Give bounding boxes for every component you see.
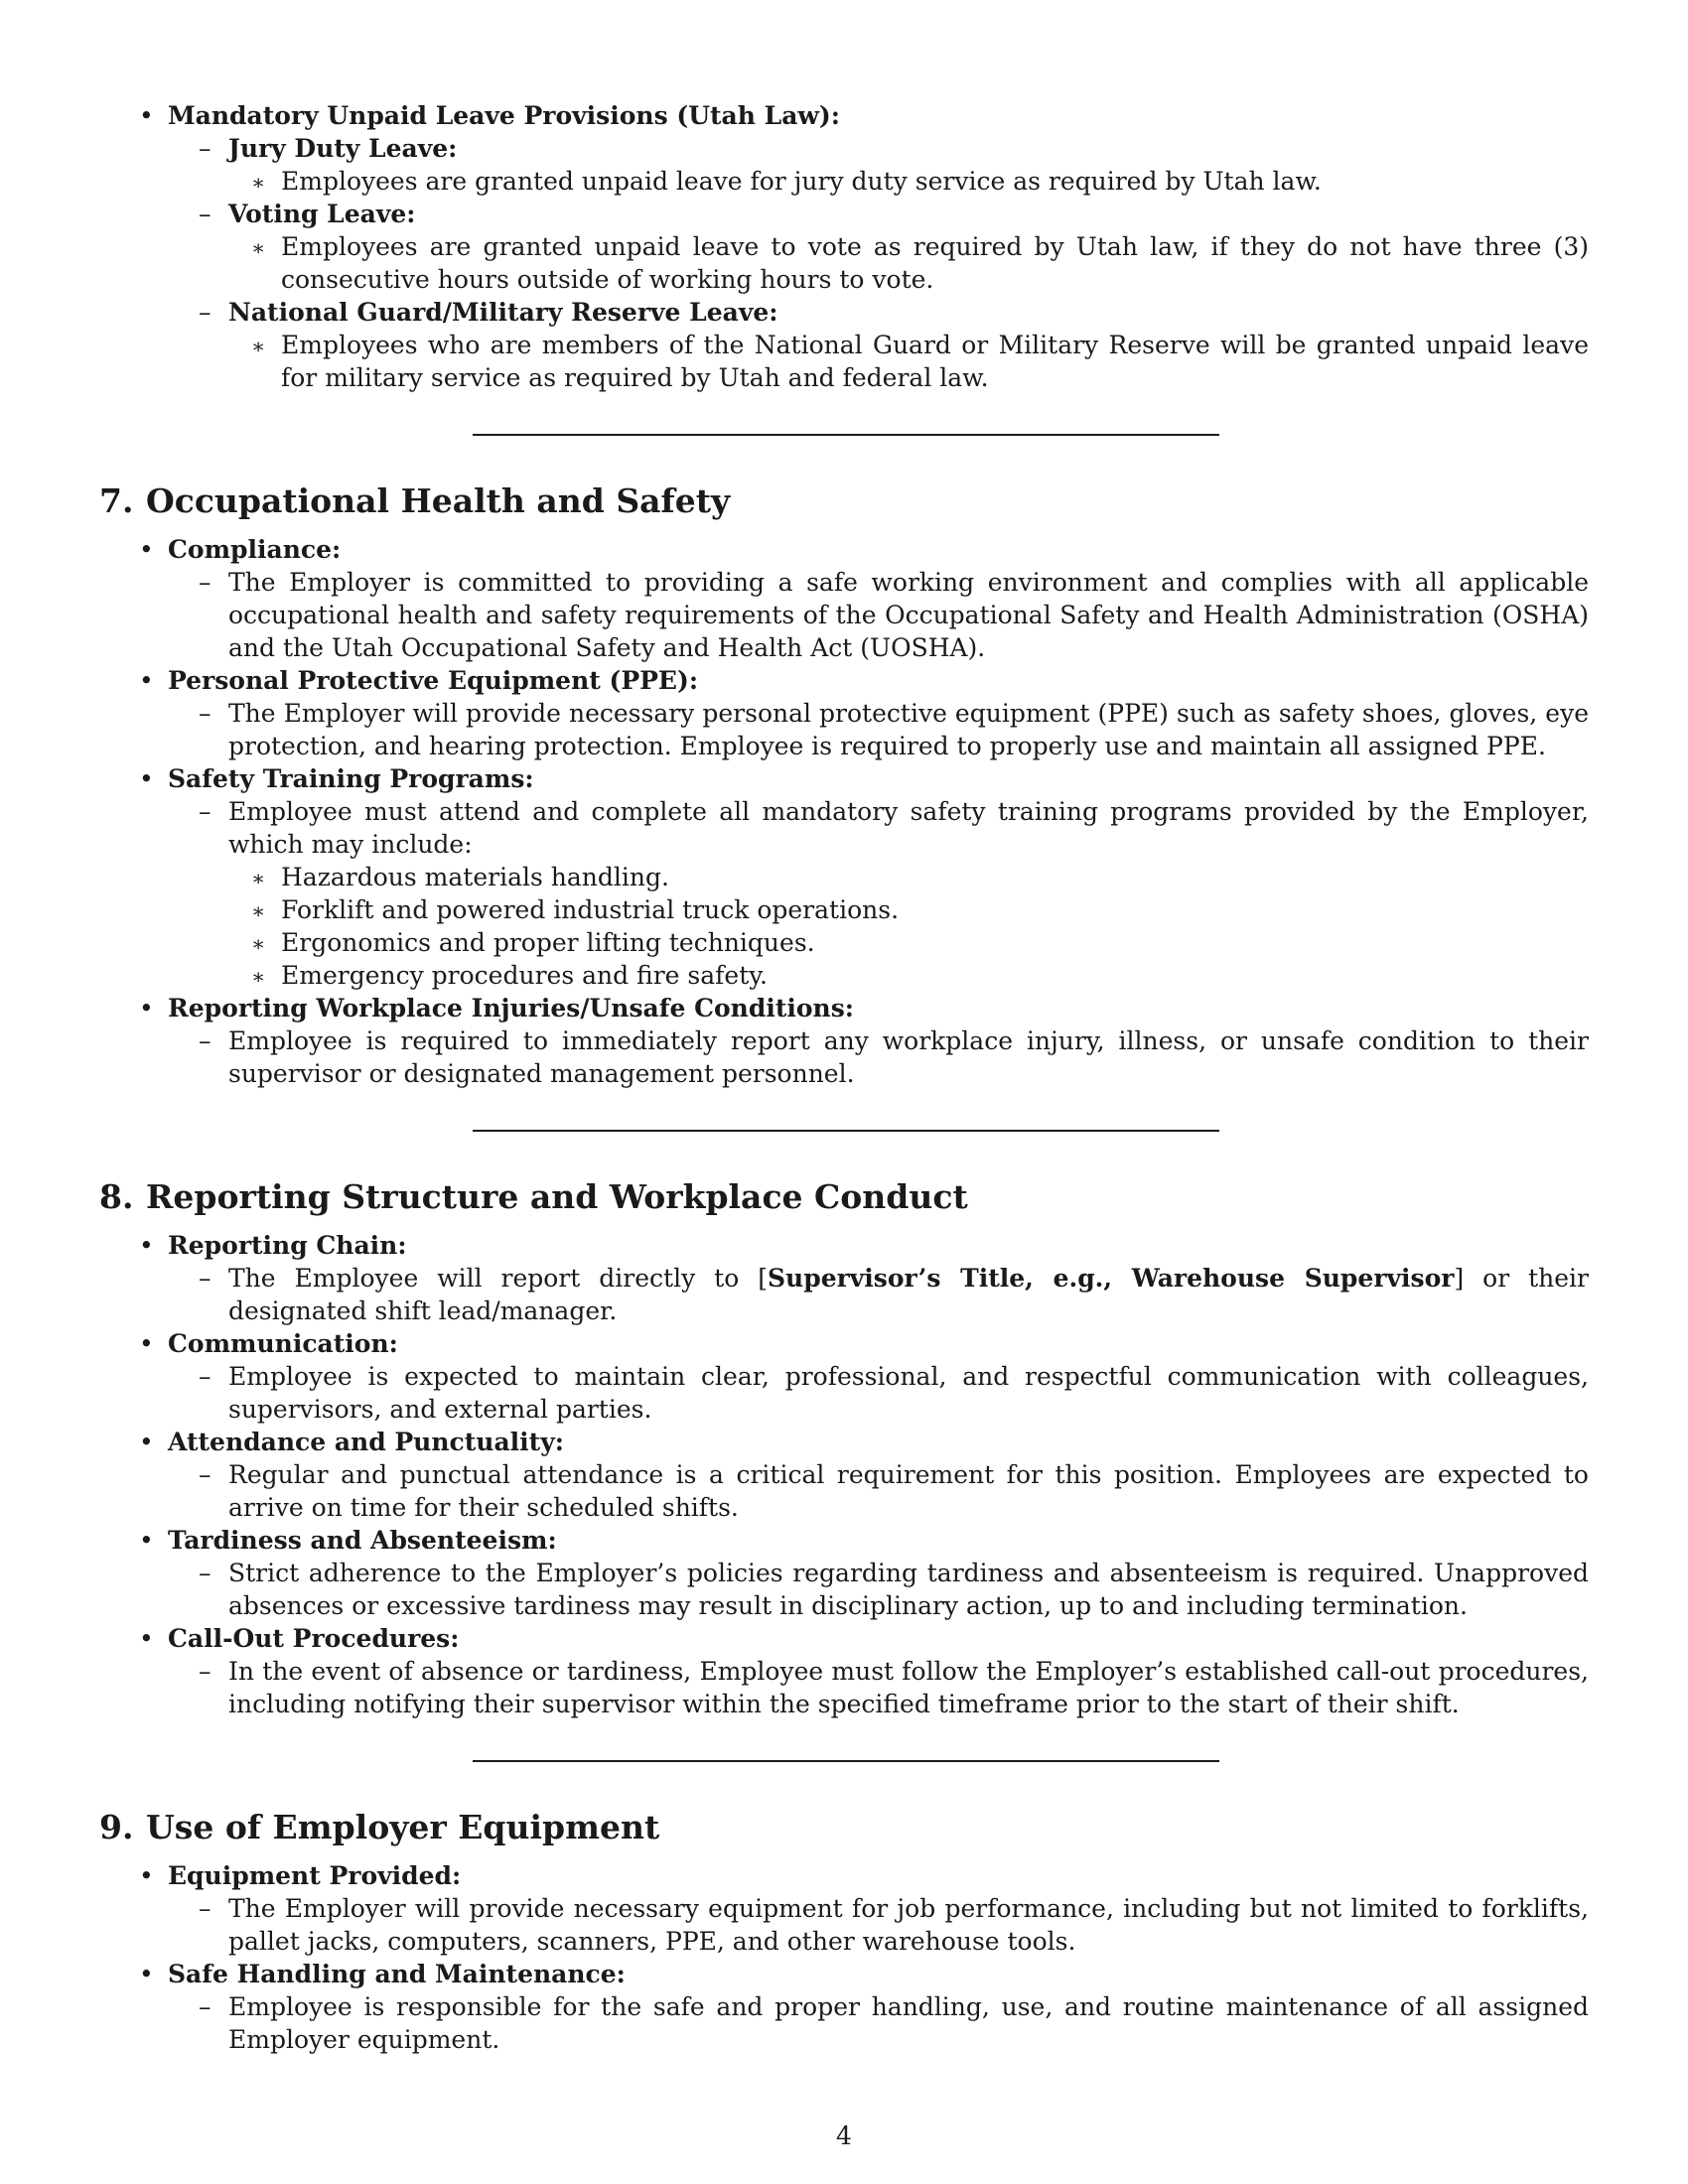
section-8-title — [99, 1177, 1589, 1217]
dash-marker: – — [199, 298, 211, 327]
subitem-jury-duty — [99, 132, 1589, 165]
bullet-marker: • — [139, 1960, 154, 1988]
subitem-text: Employee is expected to maintain clear, professional, and respectful communication with colleagues, supervisors, and external parties. — [228, 1362, 1589, 1424]
bullet-marker: • — [139, 1861, 154, 1890]
bullet-title: Personal Protective Equipment (PPE): — [168, 666, 699, 695]
bullet-title: Safety Training Programs: — [168, 764, 534, 793]
dash-marker: – — [199, 1264, 211, 1293]
section-heading: Occupational Health and Safety — [146, 481, 731, 520]
section-9-title — [99, 1808, 1589, 1847]
bullet-title: Reporting Workplace Injuries/Unsafe Conditions: — [168, 994, 855, 1023]
detail-text: Employees are granted unpaid leave for jury duty service as required by Utah law. — [281, 167, 1322, 196]
dash-marker: – — [199, 1026, 211, 1055]
training-item — [99, 959, 1589, 992]
detail-text: Employees are granted unpaid leave to vote as required by Utah law, if they do not have three (3) consecutive hours outside of working hours to vote. — [281, 232, 1589, 294]
section-number: 9. — [99, 1808, 134, 1846]
dash-marker: – — [199, 699, 211, 728]
bullet-communication — [99, 1327, 1589, 1360]
star-marker: ∗ — [251, 965, 266, 989]
subitem-text: The Employer will provide necessary personal protective equipment (PPE) such as safety shoes, gloves, eye protection, and hearing protection. Employee is required to properly use and maintain all assigned PPE. — [228, 699, 1589, 760]
subitem-text-after: ] or their designated shift lead/manager. — [228, 1264, 1589, 1325]
bullet-title: Attendance and Punctuality: — [168, 1428, 564, 1456]
section-number: 7. — [99, 481, 134, 520]
dash-marker: – — [199, 797, 211, 826]
bullet-marker: • — [139, 535, 154, 564]
star-marker: ∗ — [251, 236, 266, 260]
subitem-equipment-provided — [99, 1892, 1589, 1958]
subitem-tardiness — [99, 1557, 1589, 1622]
subitem-callout — [99, 1655, 1589, 1720]
subitem-military — [99, 296, 1589, 329]
training-item-text: Ergonomics and proper lifting techniques. — [281, 928, 815, 957]
star-marker: ∗ — [251, 932, 266, 956]
supervisor-title-placeholder: Supervisor’s Title, e.g., Warehouse Supervisor — [767, 1264, 1455, 1293]
subitem-text: Employee is required to immediately report any workplace injury, illness, or unsafe condition to their supervisor or designated management personnel. — [228, 1026, 1589, 1088]
bullet-marker: • — [139, 1329, 154, 1358]
bullet-title: Safe Handling and Maintenance: — [168, 1960, 626, 1988]
dash-marker: – — [199, 1894, 211, 1923]
section-divider — [473, 434, 1219, 436]
subitem-reporting-injuries — [99, 1024, 1589, 1090]
bullet-compliance — [99, 533, 1589, 566]
page-number: 4 — [836, 2121, 852, 2150]
subitem-title: National Guard/Military Reserve Leave: — [228, 298, 778, 327]
subitem-title: Voting Leave: — [228, 200, 416, 228]
detail-jury-duty — [99, 165, 1589, 198]
bullet-marker: • — [139, 1624, 154, 1653]
dash-marker: – — [199, 134, 211, 163]
bullet-reporting-injuries — [99, 992, 1589, 1024]
bullet-marker: • — [139, 1526, 154, 1555]
bullet-marker: • — [139, 764, 154, 793]
subitem-ppe — [99, 697, 1589, 762]
bullet-safe-handling — [99, 1958, 1589, 1990]
bullet-marker: • — [139, 1428, 154, 1456]
bullet-callout — [99, 1622, 1589, 1655]
star-marker: ∗ — [251, 335, 266, 358]
dash-marker: – — [199, 1460, 211, 1489]
subitem-text: The Employer is committed to providing a safe working environment and complies with all applicable occupational health and safety requirements of the Occupational Safety and Health Administration (OSHA) and the Utah Occupational Safety and Health Act (UOSHA). — [228, 568, 1589, 662]
bullet-marker: • — [139, 101, 154, 130]
detail-voting — [99, 230, 1589, 296]
subitem-text: The Employer will provide necessary equipment for job performance, including but not limited to forklifts, pallet jacks, computers, scanners, PPE, and other warehouse tools. — [228, 1894, 1589, 1956]
bullet-title: Tardiness and Absenteeism: — [168, 1526, 557, 1555]
section-number: 8. — [99, 1177, 134, 1216]
star-marker: ∗ — [251, 171, 266, 195]
subitem-text: Employee must attend and complete all mandatory safety training programs provided by the Employer, which may include: — [228, 797, 1589, 859]
subitem-text-before: The Employee will report directly to [ — [228, 1264, 768, 1293]
bullet-training — [99, 762, 1589, 795]
document-page — [99, 99, 1589, 2056]
subitem-text: In the event of absence or tardiness, Employee must follow the Employer’s established call-out procedures, including notifying their supervisor within the specified timeframe prior to the start of their shift. — [228, 1657, 1589, 1718]
bullet-tardiness — [99, 1524, 1589, 1557]
subitem-voting — [99, 198, 1589, 230]
subitem-compliance — [99, 566, 1589, 664]
section-heading: Use of Employer Equipment — [146, 1808, 660, 1846]
bullet-title: Reporting Chain: — [168, 1231, 407, 1260]
star-marker: ∗ — [251, 867, 266, 890]
bullet-unpaid-leave — [99, 99, 1589, 132]
section-heading: Reporting Structure and Workplace Conduct — [146, 1177, 968, 1216]
bullet-marker: • — [139, 1231, 154, 1260]
bullet-marker: • — [139, 666, 154, 695]
training-item-text: Hazardous materials handling. — [281, 863, 669, 891]
subitem-safe-handling — [99, 1990, 1589, 2056]
star-marker: ∗ — [251, 899, 266, 923]
bullet-title: Compliance: — [168, 535, 342, 564]
training-item — [99, 893, 1589, 926]
section-divider — [473, 1130, 1219, 1132]
subitem-text: Regular and punctual attendance is a critical requirement for this position. Employees are expected to arrive on time for their scheduled shifts. — [228, 1460, 1589, 1522]
training-item — [99, 861, 1589, 893]
subitem-attendance — [99, 1458, 1589, 1524]
subitem-text: Strict adherence to the Employer’s policies regarding tardiness and absenteeism is required. Unapproved absences or excessive tardiness may result in disciplinary action, up to and including termination. — [228, 1559, 1589, 1620]
training-item-text: Forklift and powered industrial truck operations. — [281, 895, 900, 924]
bullet-title: Equipment Provided: — [168, 1861, 462, 1890]
dash-marker: – — [199, 1992, 211, 2021]
bullet-marker: • — [139, 994, 154, 1023]
subitem-reporting-chain — [99, 1262, 1589, 1327]
dash-marker: – — [199, 200, 211, 228]
bullet-attendance — [99, 1426, 1589, 1458]
bullet-title: Communication: — [168, 1329, 398, 1358]
dash-marker: – — [199, 568, 211, 597]
subitem-communication — [99, 1360, 1589, 1426]
dash-marker: – — [199, 1362, 211, 1391]
bullet-ppe — [99, 664, 1589, 697]
training-item — [99, 926, 1589, 959]
detail-military — [99, 329, 1589, 394]
bullet-title: Call-Out Procedures: — [168, 1624, 460, 1653]
dash-marker: – — [199, 1657, 211, 1686]
detail-text: Employees who are members of the National Guard or Military Reserve will be granted unpaid leave for military service as required by Utah and federal law. — [281, 331, 1589, 392]
bullet-reporting-chain — [99, 1229, 1589, 1262]
subitem-title: Jury Duty Leave: — [228, 134, 458, 163]
subitem-training — [99, 795, 1589, 861]
dash-marker: – — [199, 1559, 211, 1587]
section-7-title — [99, 481, 1589, 521]
training-item-text: Emergency procedures and fire safety. — [281, 961, 769, 990]
bullet-equipment-provided — [99, 1859, 1589, 1892]
section-divider — [473, 1760, 1219, 1762]
subitem-text: Employee is responsible for the safe and proper handling, use, and routine maintenance of all assigned Employer equipment. — [228, 1992, 1589, 2054]
bullet-title: Mandatory Unpaid Leave Provisions (Utah Law): — [168, 101, 840, 130]
